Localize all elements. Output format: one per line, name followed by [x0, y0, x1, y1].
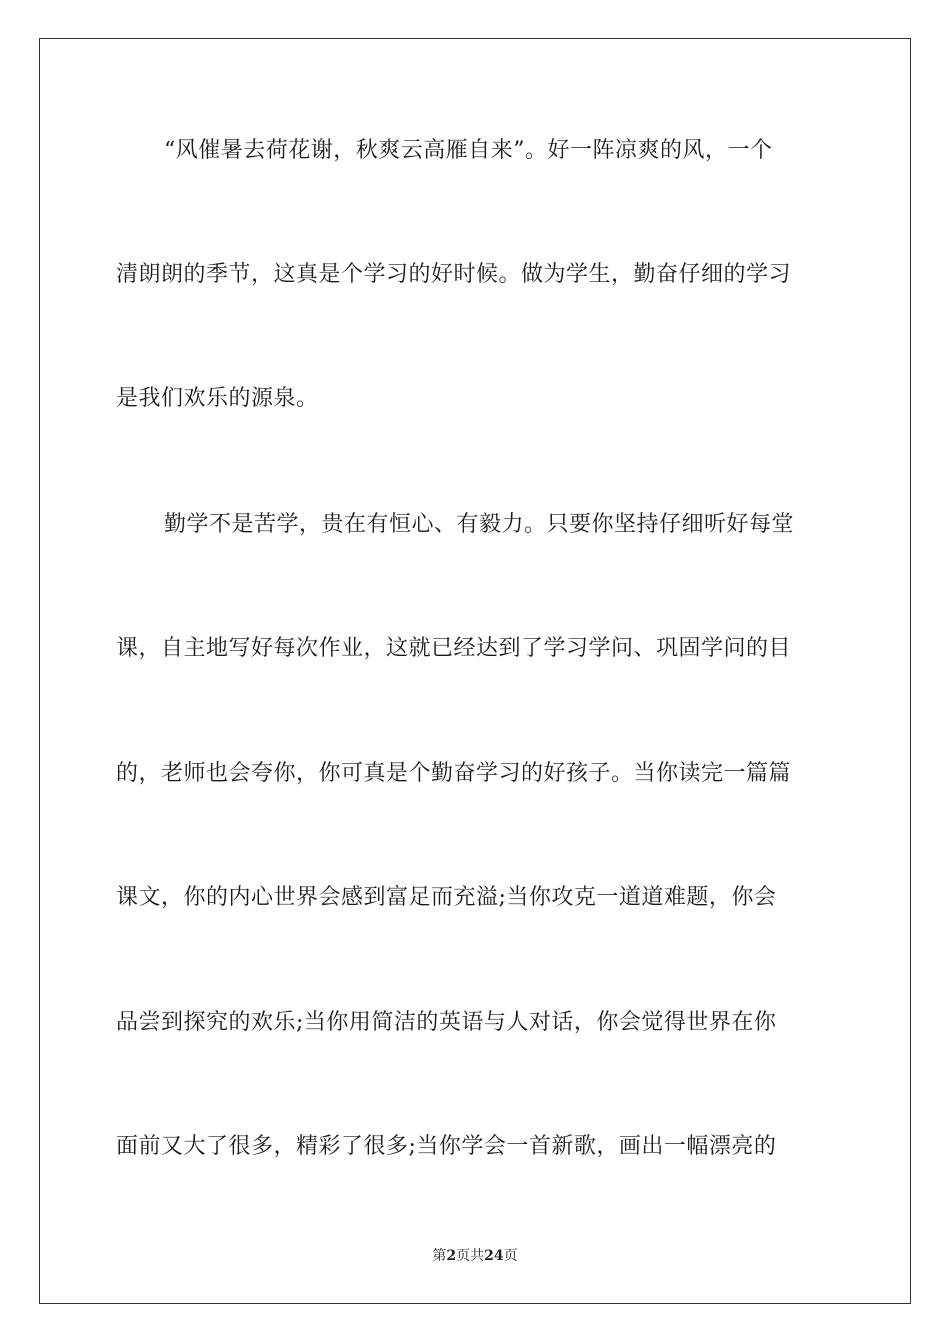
paragraph-2-line-2: 课，自主地写好每次作业，这就已经达到了学习学问、巩固学问的目: [116, 636, 792, 661]
total-suffix: 页: [503, 1248, 518, 1264]
paragraph-1-line-1: “风催暑去荷花谢，秋爽云高雁自来”。好一阵凉爽的风，一个: [164, 138, 773, 163]
page-footer: [0, 1245, 950, 1265]
paragraph-2-line-5: 品尝到探究的欢乐;当你用简洁的英语与人对话，你会觉得世界在你: [116, 1010, 777, 1035]
page-number: 2: [446, 1248, 457, 1264]
page-border: [39, 38, 911, 1304]
paragraph-1-line-3: 是我们欢乐的源泉。: [116, 386, 319, 411]
page-suffix: 页: [456, 1248, 471, 1264]
paragraph-2-line-6: 面前又大了很多，精彩了很多;当你学会一首新歌，画出一幅漂亮的: [116, 1134, 777, 1159]
paragraph-2-line-1: 勤学不是苦学，贵在有恒心、有毅力。只要你坚持仔细听好每堂: [164, 512, 795, 537]
paragraph-2-line-4: 课文，你的内心世界会感到富足而充溢;当你攻克一道道难题，你会: [116, 885, 777, 910]
total-prefix: 共: [470, 1248, 485, 1264]
paragraph-2-line-3: 的，老师也会夸你，你可真是个勤奋学习的好孩子。当你读完一篇篇: [116, 761, 792, 786]
total-pages: 24: [484, 1248, 504, 1264]
paragraph-1-line-2: 清朗朗的季节，这真是个学习的好时候。做为学生，勤奋仔细的学习: [116, 262, 792, 287]
page-prefix: 第: [432, 1248, 447, 1264]
